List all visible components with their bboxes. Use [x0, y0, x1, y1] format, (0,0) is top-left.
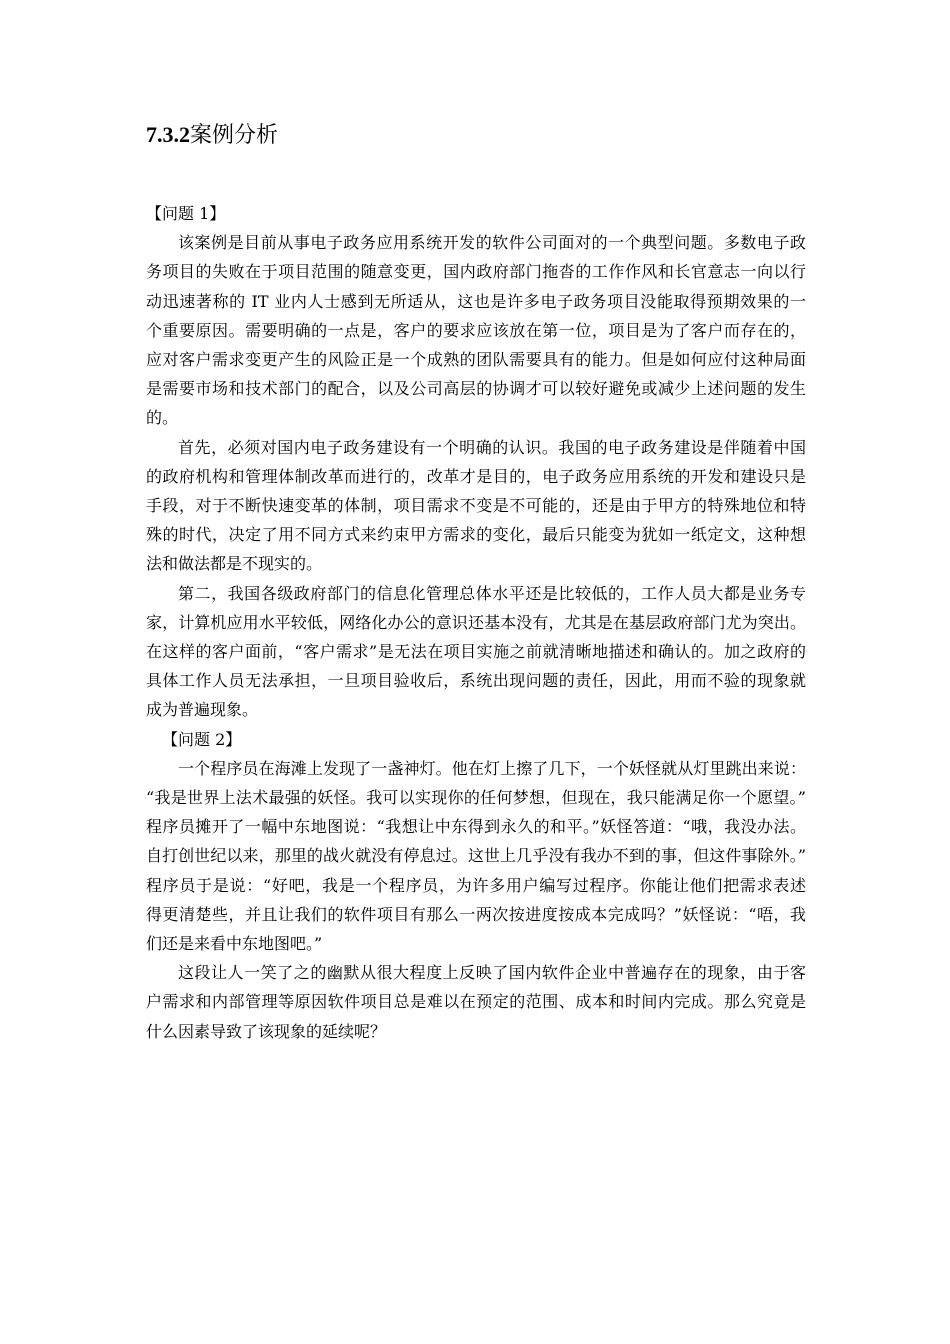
section-number: 7.3.2 — [146, 122, 190, 147]
paragraph-line: 应对客户需求变更产生的风险正是一个成熟的团队需要具有的能力。但是如何应付这种局面 — [146, 350, 806, 370]
paragraph-line: 殊的时代，决定了用不同方式来约束甲方需求的变化，最后只能变为犹如一纸定文，这种想 — [146, 525, 806, 545]
paragraph-line: 这段让人一笑了之的幽默从很大程度上反映了国内软件企业中普遍存在的现象，由于客 — [178, 963, 806, 983]
paragraph-line: 一个程序员在海滩上发现了一盏神灯。他在灯上擦了几下，一个妖怪就从灯里跳出来说： — [178, 758, 806, 778]
paragraph-line: 务项目的失败在于项目范围的随意变更，国内政府部门拖沓的工作作风和长官意志一向以行 — [146, 262, 806, 282]
paragraph — [146, 754, 806, 958]
paragraph-line: 是需要市场和技术部门的配合，以及公司高层的协调才可以较好避免或减少上述问题的发生 — [146, 379, 806, 399]
section-heading — [146, 118, 278, 153]
paragraph-line: 程序员于是说：“好吧，我是一个程序员，为许多用户编写过程序。你能让他们把需求表述 — [146, 875, 806, 895]
paragraph-line: 户需求和内部管理等原因软件项目总是难以在预定的范围、成本和时间内完成。那么究竟是 — [146, 992, 806, 1012]
paragraph-line: 手段，对于不断快速变革的体制，项目需求不变是不可能的，还是由于甲方的特殊地位和特 — [146, 496, 806, 516]
paragraph-line: 的。 — [146, 408, 179, 428]
paragraph-line: 个重要原因。需要明确的一点是，客户的要求应该放在第一位，项目是为了客户而存在的， — [146, 320, 806, 340]
paragraph-line: 成为普遍现象。 — [146, 700, 259, 720]
paragraph — [146, 433, 806, 579]
paragraph-line: 第二，我国各级政府部门的信息化管理总体水平还是比较低的，工作人员大都是业务专 — [178, 583, 806, 603]
paragraph — [146, 958, 806, 1046]
section-heading-text: 案例分析 — [190, 123, 279, 148]
paragraph-line: 在这样的客户面前，“客户需求”是无法在项目实施之前就清晰地描述和确认的。加之政府的 — [146, 642, 806, 662]
paragraph-line: 的政府机构和管理体制改革而进行的，改革才是目的，电子政务应用系统的开发和建设只是 — [146, 466, 806, 486]
question-label: 【问题 1】 — [146, 204, 226, 223]
paragraph-line: 首先，必须对国内电子政务建设有一个明确的认识。我国的电子政务建设是伴随着中国 — [178, 437, 806, 457]
question-label: 【问题 2】 — [162, 729, 242, 749]
paragraph-line: 什么因素导致了该现象的延续呢？ — [146, 1021, 387, 1041]
document-body — [146, 199, 806, 1046]
paragraph-line: 该案例是目前从事电子政务应用系统开发的软件公司面对的一个典型问题。多数电子政 — [178, 233, 806, 253]
paragraph-line: 法和做法都是不现实的。 — [146, 554, 323, 574]
paragraph-line: 程序员摊开了一幅中东地图说：“我想让中东得到永久的和平。”妖怪答道：“哦，我没办法。 — [146, 817, 806, 837]
paragraph-line: 具体工作人员无法承担，一旦项目验收后，系统出现问题的责任，因此，用而不验的现象就 — [146, 671, 806, 691]
paragraph — [146, 228, 806, 432]
paragraph-line: 动迅速著称的 IT 业内人士感到无所适从，这也是许多电子政务项目没能取得预期效果的一 — [146, 291, 806, 311]
paragraph-line: 家，计算机应用水平较低，网络化办公的意识还基本没有，尤其是在基层政府部门尤为突出。 — [146, 612, 806, 632]
paragraph-line: 们还是来看中东地图吧。” — [146, 934, 323, 954]
paragraph-line: 得更清楚些，并且让我们的软件项目有那么一两次按进度按成本完成吗？”妖怪说：“唔，我 — [146, 904, 806, 924]
paragraph — [146, 579, 806, 725]
paragraph-line: “我是世界上法术最强的妖怪。我可以实现你的任何梦想，但现在，我只能满足你一个愿望。” — [146, 788, 806, 808]
paragraph-line: 自打创世纪以来，那里的战火就没有停息过。这世上几乎没有我办不到的事，但这件事除外。” — [146, 846, 806, 866]
